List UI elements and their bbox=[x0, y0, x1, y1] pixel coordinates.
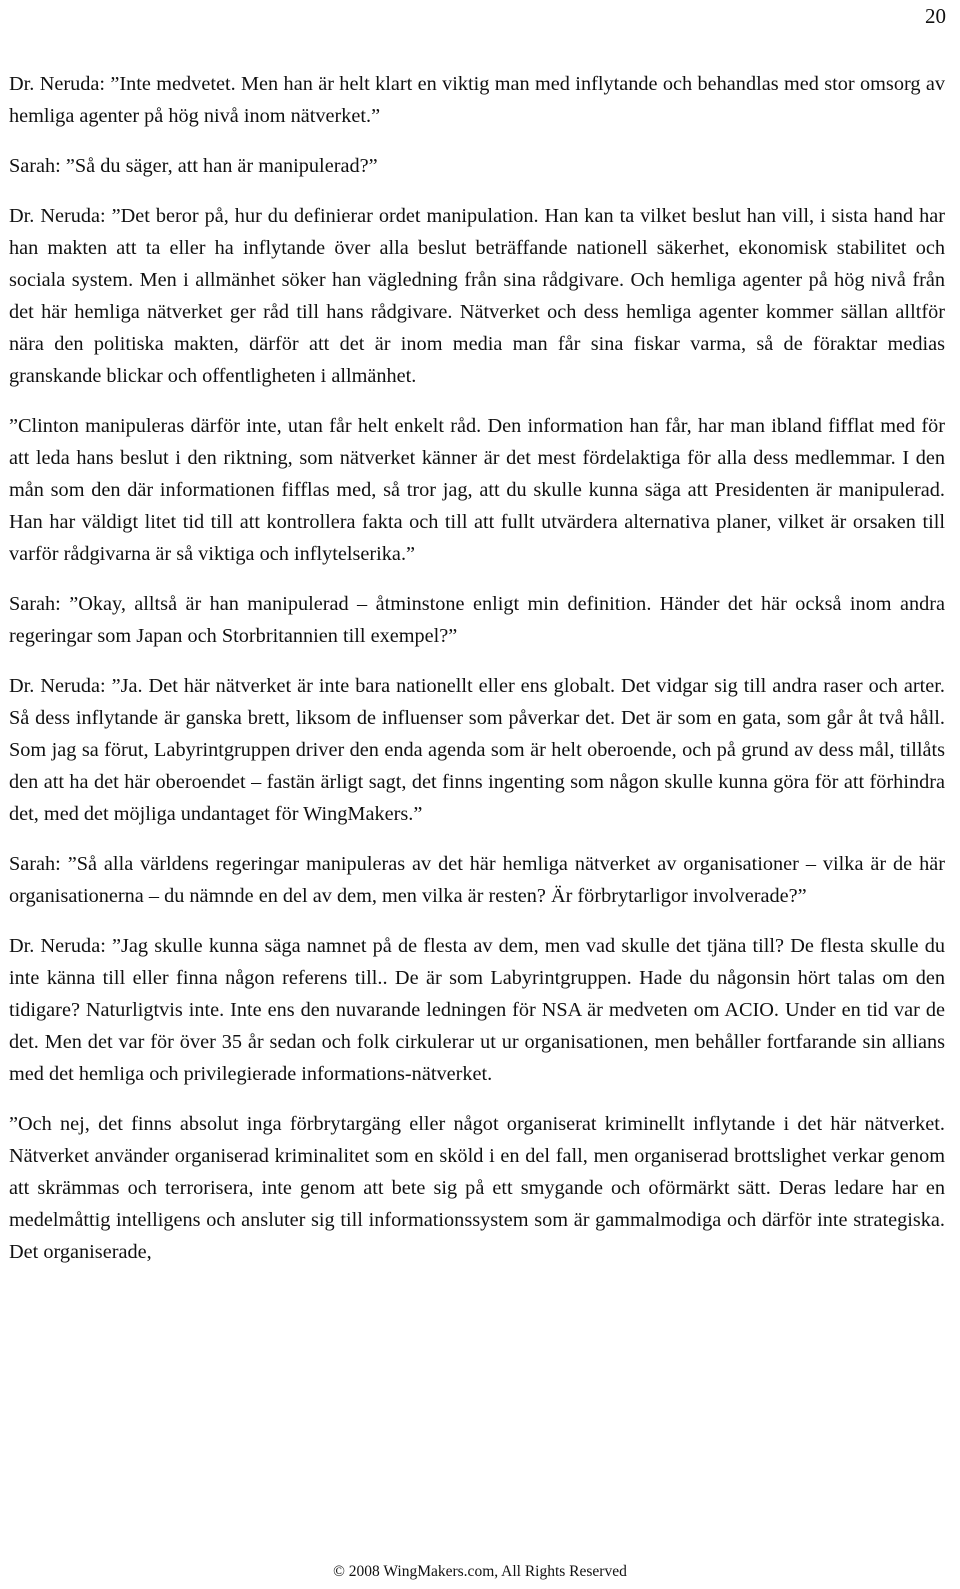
document-body bbox=[9, 68, 945, 1268]
page-footer bbox=[0, 1562, 960, 1582]
paragraph: Sarah: ”Så du säger, att han är manipulerad?” bbox=[9, 155, 378, 177]
paragraph: Sarah: ”Så alla världens regeringar manipuleras av det här hemliga nätverket av organisationer – vilka är de här organisationerna – du nämnde en del av dem, men vilka är resten? Är förbrytarligor involverade?” bbox=[9, 853, 945, 907]
page-number: 20 bbox=[925, 4, 946, 28]
paragraph: Dr. Neruda: ”Inte medvetet. Men han är helt klart en viktig man med inflytande och behandlas med stor omsorg av hemliga agenter på hög nivå inom nätverket.” bbox=[9, 73, 945, 127]
paragraph: Dr. Neruda: ”Ja. Det här nätverket är inte bara nationellt eller ens globalt. Det vidgar sig till andra raser och arter. Så dess inflytande är ganska brett, liksom de influenser som påverkar det. Det är som en gata, som går åt två håll. Som jag sa förut, Labyrintgruppen driver den enda agenda som är helt oberoende, och på grund av dess mål, tillåts den att ha det här oberoendet – fastän ärligt sagt, det finns ingenting som någon skulle kunna göra för att förhindra det, med det möjliga undantaget för WingMakers.” bbox=[9, 675, 945, 825]
paragraph: Dr. Neruda: ”Det beror på, hur du definierar ordet manipulation. Han kan ta vilket beslut han vill, i sista hand har han makten att ta eller ha inflytande över alla beslut beträffande nationell säkerhet, ekonomisk stabilitet och sociala system. Men i allmänhet söker han vägledning från sina rådgivare. Och hemliga agenter på hög nivå från det här hemliga nätverket ger råd till hans rådgivare. Nätverket och dess hemliga agenter kommer sällan alltför nära den politiska makten, därför att det är inom media man får sina fiskar varma, så de föraktar medias granskande blickar och offentligheten i allmänhet. bbox=[9, 205, 945, 387]
paragraph: ”Och nej, det finns absolut inga förbrytargäng eller något organiserat kriminellt inflytande i det här nätverket. Nätverket använder organiserad kriminalitet som en sköld i en del fall, men organiserad brottslighet verkar genom att skrämmas och terrorisera, inte genom att bete sig på ett smygande och oförmärkt sätt. Deras ledare har en medelmåttig intelligens och ansluter sig till informationssystem som är gammalmodiga och därför inte strategiska. Det organiserade, bbox=[9, 1113, 945, 1263]
copyright-notice: © 2008 WingMakers.com, All Rights Reserved bbox=[333, 1563, 627, 1580]
paragraph: Dr. Neruda: ”Jag skulle kunna säga namnet på de flesta av dem, men vad skulle det tjäna till? De flesta skulle du inte känna till eller finna någon referens till.. De är som Labyrintgruppen. Hade du någonsin hört talas om den tidigare? Naturligtvis inte. Inte ens den nuvarande ledningen för NSA är medveten om ACIO. Under en tid var de det. Men det var för över 35 år sedan och folk cirkulerar ut ur organisationen, men behåller fortfarande sin allians med det hemliga och privilegierade informations-nätverket. bbox=[9, 935, 945, 1085]
paragraph: ”Clinton manipuleras därför inte, utan får helt enkelt råd. Den information han får, har man ibland fifflat med för att leda hans beslut i den riktning, som nätverket känner är det mest fördelaktiga för alla dess medlemmar. I den mån som den där informationen fifflas med, så tror jag, att du skulle kunna säga att Presidenten är manipulerad. Han har väldigt litet tid till att kontrollera fakta och till att fullt utvärdera alternativa planer, vilket är orsaken till varför rådgivarna är så viktiga och inflytelserika.” bbox=[9, 415, 945, 565]
paragraph: Sarah: ”Okay, alltså är han manipulerad – åtminstone enligt min definition. Händer det här också inom andra regeringar som Japan och Storbritannien till exempel?” bbox=[9, 593, 945, 647]
